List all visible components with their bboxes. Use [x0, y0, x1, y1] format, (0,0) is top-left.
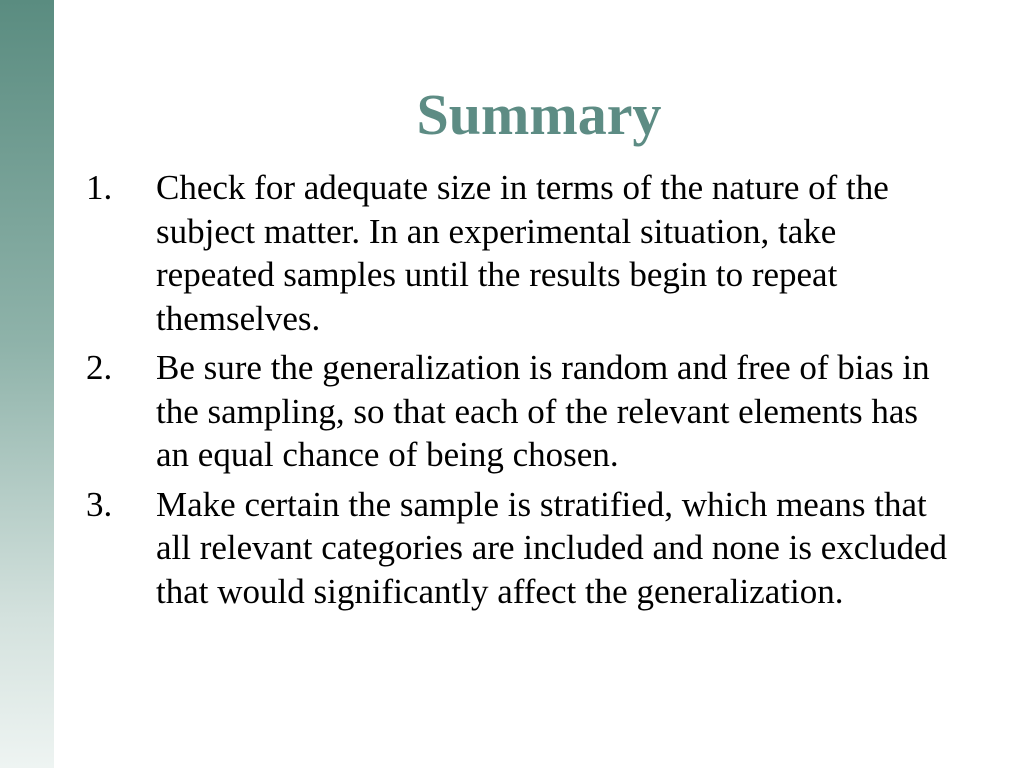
list-item-number: 2. [86, 348, 113, 387]
list-item-text: Make certain the sample is stratified, which means that all relevant categories are included and none is excluded that would significantly affect the generalization. [156, 484, 948, 611]
list-item [86, 346, 956, 477]
list-item-text: Be sure the generalization is random and free of bias in the sampling, so that each of the relevant elements has an equal chance of being chosen. [156, 348, 930, 474]
list-item-number: 1. [86, 168, 113, 207]
summary-list [86, 166, 956, 619]
list-item [86, 166, 956, 340]
decorative-side-bar [0, 0, 54, 768]
slide-title: Summary [416, 82, 662, 147]
list-item [86, 483, 956, 614]
list-item-text: Check for adequate size in terms of the nature of the subject matter. In an experimental situation, take repeated samples until the results begin to repeat themselves. [156, 168, 889, 338]
list-item-number: 3. [86, 484, 113, 524]
